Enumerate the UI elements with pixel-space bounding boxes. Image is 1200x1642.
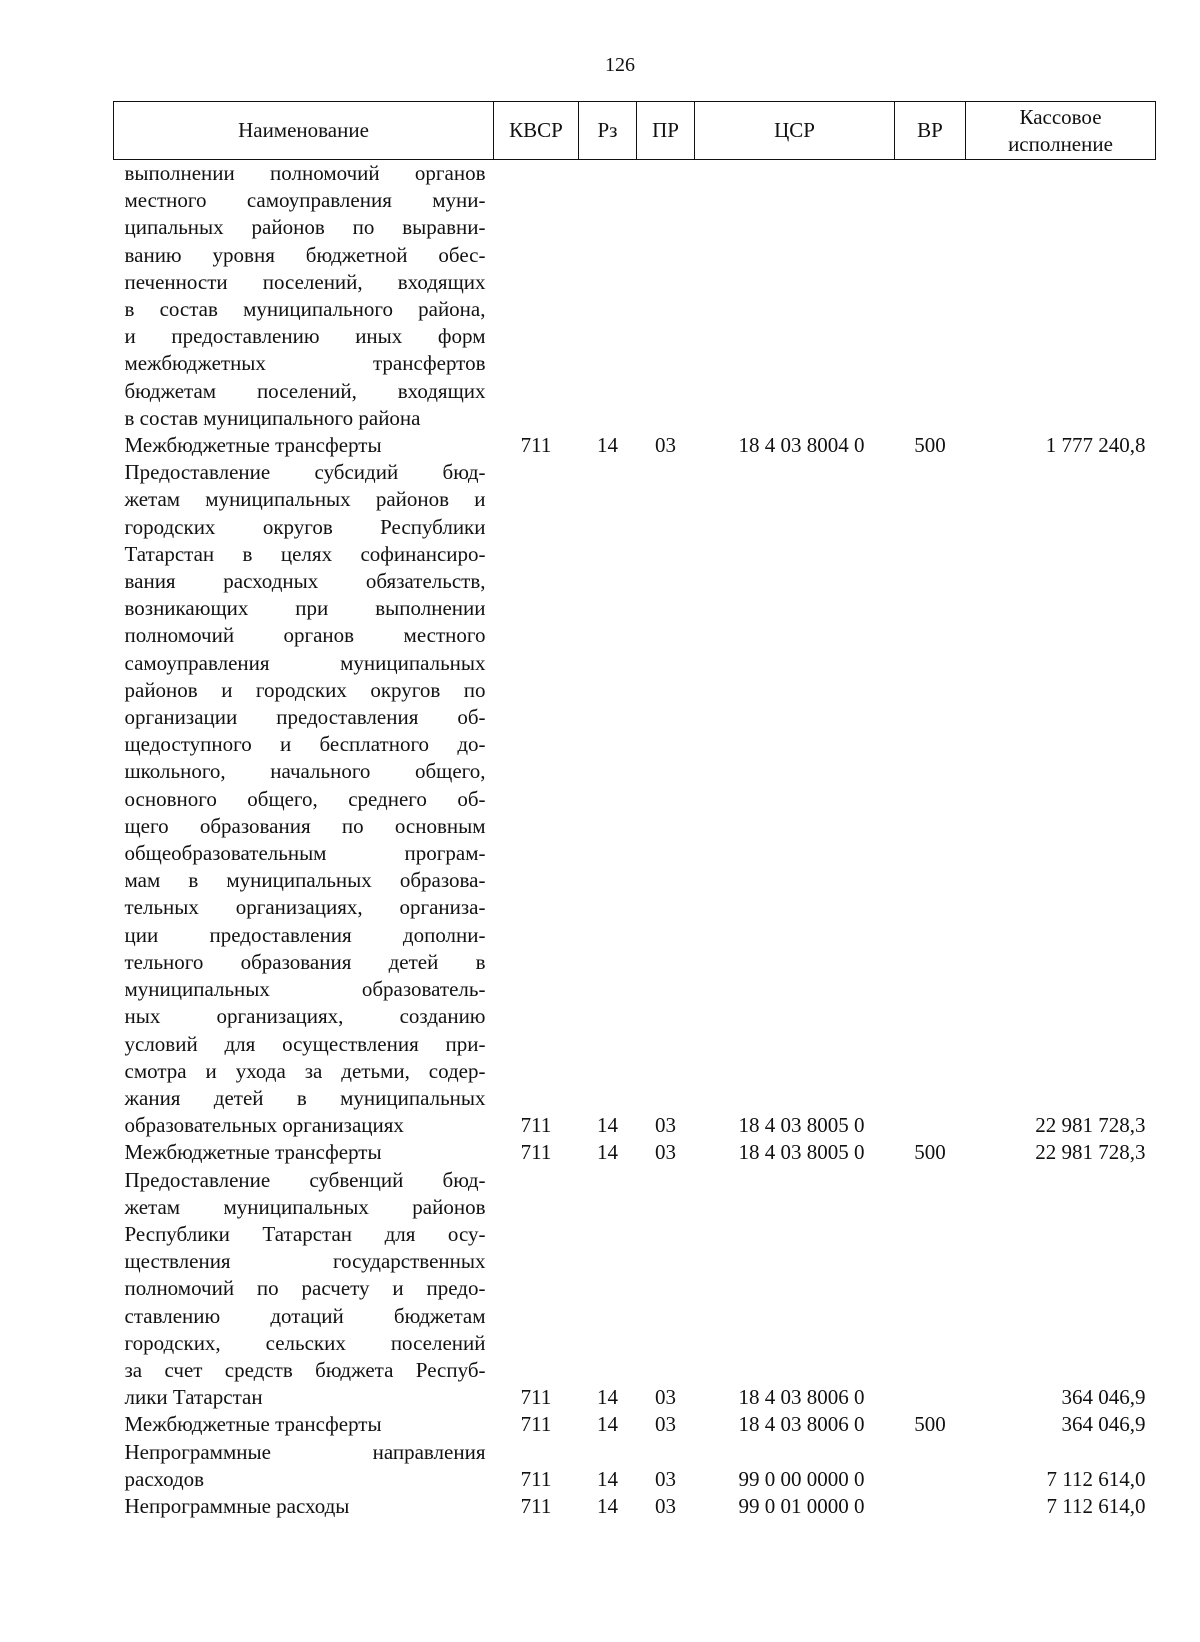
cell-name	[114, 1439, 494, 1493]
cell-rz: 14	[597, 1493, 618, 1518]
cell-vr	[895, 160, 966, 433]
cell-pr: 03	[655, 1412, 676, 1437]
cell-kvsr: 711	[520, 1412, 552, 1437]
cell-name-line: Межбюджетные трансферты	[124, 1140, 382, 1165]
cell-name-line: организации предоставления об-	[124, 705, 486, 730]
cell-name-line: самоуправления муниципальных	[124, 650, 486, 675]
table-row	[114, 1439, 1156, 1493]
cell-name-line: ществления государственных	[124, 1249, 486, 1274]
cell-kvsr	[494, 160, 579, 433]
cell-pr: 03	[655, 1385, 676, 1410]
cell-name-line: образовательных организациях	[124, 1113, 404, 1138]
cell-name-line: вания расходных обязательств,	[124, 569, 486, 594]
cell-name	[114, 160, 494, 433]
table-row	[114, 1493, 1156, 1520]
cell-name-line: тельного образования детей в	[124, 949, 486, 974]
cell-name-line: щедоступного и бесплатного до-	[124, 732, 486, 757]
cell-name-line: Предоставление субсидий бюд-	[124, 460, 486, 485]
cell-name	[114, 1139, 494, 1166]
cell-pr: 03	[655, 1140, 676, 1165]
cell-name	[114, 1167, 494, 1412]
cell-vr	[895, 1167, 966, 1412]
cell-kvsr: 711	[520, 433, 552, 458]
cell-sum: 364 046,9	[1061, 1412, 1146, 1437]
cell-name-line: лики Татарстан	[124, 1385, 263, 1410]
cell-kvsr: 711	[520, 1113, 552, 1138]
cell-sum	[966, 160, 1156, 433]
cell-name-line: Непрограммные расходы	[124, 1493, 350, 1518]
cell-name-line: жания детей в муниципальных	[124, 1085, 486, 1110]
cell-sum: 7 112 614,0	[1046, 1493, 1146, 1518]
cell-name-line: возникающих при выполнении	[124, 596, 486, 621]
cell-name-line: смотра и ухода за детьми, содер-	[124, 1058, 486, 1083]
cell-name	[114, 1493, 494, 1520]
cell-pr: 03	[655, 1113, 676, 1138]
cell-sum: 22 981 728,3	[1035, 1113, 1146, 1138]
header-sum-line1: Кассовое	[1019, 104, 1102, 129]
cell-rz: 14	[597, 1385, 618, 1410]
cell-name-line: полномочий органов местного	[124, 623, 486, 648]
cell-kvsr: 711	[520, 1493, 552, 1518]
cell-vr: 500	[914, 1412, 946, 1437]
cell-vr	[895, 1439, 966, 1493]
table-header	[114, 102, 1156, 160]
table-row	[114, 1139, 1156, 1166]
table-row	[114, 459, 1156, 1139]
cell-rz: 14	[597, 1140, 618, 1165]
cell-sum: 364 046,9	[1061, 1385, 1146, 1410]
budget-table	[113, 101, 1156, 1520]
cell-vr	[895, 1493, 966, 1520]
cell-pr: 03	[655, 433, 676, 458]
cell-rz	[579, 160, 637, 433]
cell-name-line: печенности поселений, входящих	[124, 269, 486, 294]
cell-sum: 7 112 614,0	[1046, 1466, 1146, 1491]
cell-name-line: расходов	[124, 1466, 205, 1491]
cell-name	[114, 432, 494, 459]
cell-name-line: основного общего, среднего об-	[124, 786, 486, 811]
cell-vr: 500	[914, 433, 946, 458]
cell-name-line: в состав муниципального района,	[124, 297, 486, 322]
cell-vr	[895, 459, 966, 1139]
cell-name-line: ванию уровня бюджетной обес-	[124, 242, 486, 267]
cell-name-line: в состав муниципального района	[124, 405, 421, 430]
cell-name-line: мам в муниципальных образова-	[124, 868, 486, 893]
table-row	[114, 160, 1156, 433]
cell-kvsr: 711	[520, 1385, 552, 1410]
cell-name-line: ставлению дотаций бюджетам	[124, 1303, 486, 1328]
table-row	[114, 1167, 1156, 1412]
cell-name-line: Татарстан в целях софинансиро-	[124, 541, 486, 566]
cell-name-line: ции предоставления дополни-	[124, 922, 486, 947]
table-row	[114, 432, 1156, 459]
cell-name-line: Межбюджетные трансферты	[124, 433, 382, 458]
cell-pr	[637, 160, 695, 433]
cell-name-line: общеобразовательным програм-	[124, 841, 486, 866]
cell-pr: 03	[655, 1493, 676, 1518]
cell-name-line: тельных организациях, организа-	[124, 895, 486, 920]
cell-name-line: условий для осуществления при-	[124, 1031, 486, 1056]
header-csr: ЦСР	[695, 102, 895, 160]
cell-name-line: городских округов Республики	[124, 514, 486, 539]
header-kvsr: КВСР	[494, 102, 579, 160]
cell-csr: 18 4 03 8005 0	[738, 1140, 865, 1165]
cell-sum: 22 981 728,3	[1035, 1140, 1146, 1165]
table-row	[114, 1411, 1156, 1438]
cell-name-line: бюджетам поселений, входящих	[124, 378, 486, 403]
cell-name	[114, 1411, 494, 1438]
cell-name-line: Межбюджетные трансферты	[124, 1412, 382, 1437]
cell-name-line: выполнении полномочий органов	[124, 161, 486, 185]
cell-name-line: межбюджетных трансфертов	[124, 351, 486, 376]
header-sum-line2: исполнение	[1008, 131, 1113, 156]
cell-name-line: ных организациях, созданию	[124, 1004, 486, 1029]
cell-name-line: ципальных районов по выравни-	[124, 215, 486, 240]
cell-pr: 03	[655, 1466, 676, 1491]
header-vr: ВР	[895, 102, 966, 160]
table-body	[114, 160, 1156, 1521]
cell-kvsr: 711	[520, 1140, 552, 1165]
cell-csr: 99 0 00 0000 0	[738, 1466, 865, 1491]
header-pr: ПР	[637, 102, 695, 160]
cell-rz: 14	[597, 433, 618, 458]
cell-name-line: щего образования по основным	[124, 813, 486, 838]
cell-name-line: Предоставление субвенций бюд-	[124, 1167, 486, 1192]
cell-name-line: Республики Татарстан для осу-	[124, 1221, 486, 1246]
cell-name-line: жетам муниципальных районов и	[124, 487, 486, 512]
cell-name-line: городских, сельских поселений	[124, 1330, 486, 1355]
cell-csr: 18 4 03 8006 0	[738, 1385, 865, 1410]
cell-name-line: и предоставлению иных форм	[124, 324, 486, 349]
cell-name-line: за счет средств бюджета Респуб-	[124, 1357, 486, 1382]
cell-name-line: районов и городских округов по	[124, 677, 486, 702]
cell-name-line: жетам муниципальных районов	[124, 1194, 486, 1219]
cell-sum: 1 777 240,8	[1045, 433, 1146, 458]
header-sum	[966, 102, 1156, 160]
cell-rz: 14	[597, 1113, 618, 1138]
cell-rz: 14	[597, 1412, 618, 1437]
header-name: Наименование	[114, 102, 494, 160]
cell-kvsr: 711	[520, 1466, 552, 1491]
cell-name-line: муниципальных образователь-	[124, 977, 486, 1002]
cell-name	[114, 459, 494, 1139]
page-number: 126	[605, 54, 635, 76]
cell-name-line: школьного, начального общего,	[124, 759, 486, 784]
cell-name-line: Непрограммные направления	[124, 1439, 486, 1464]
cell-name-line: местного самоуправления муни-	[124, 188, 486, 213]
cell-vr: 500	[914, 1140, 946, 1165]
cell-name-line: полномочий по расчету и предо-	[124, 1276, 486, 1301]
cell-csr: 18 4 03 8004 0	[738, 433, 865, 458]
cell-csr: 18 4 03 8006 0	[738, 1412, 865, 1437]
header-rz: Рз	[579, 102, 637, 160]
cell-csr	[695, 160, 895, 433]
cell-rz: 14	[597, 1466, 618, 1491]
cell-csr: 18 4 03 8005 0	[738, 1113, 865, 1138]
cell-csr: 99 0 01 0000 0	[738, 1493, 865, 1518]
